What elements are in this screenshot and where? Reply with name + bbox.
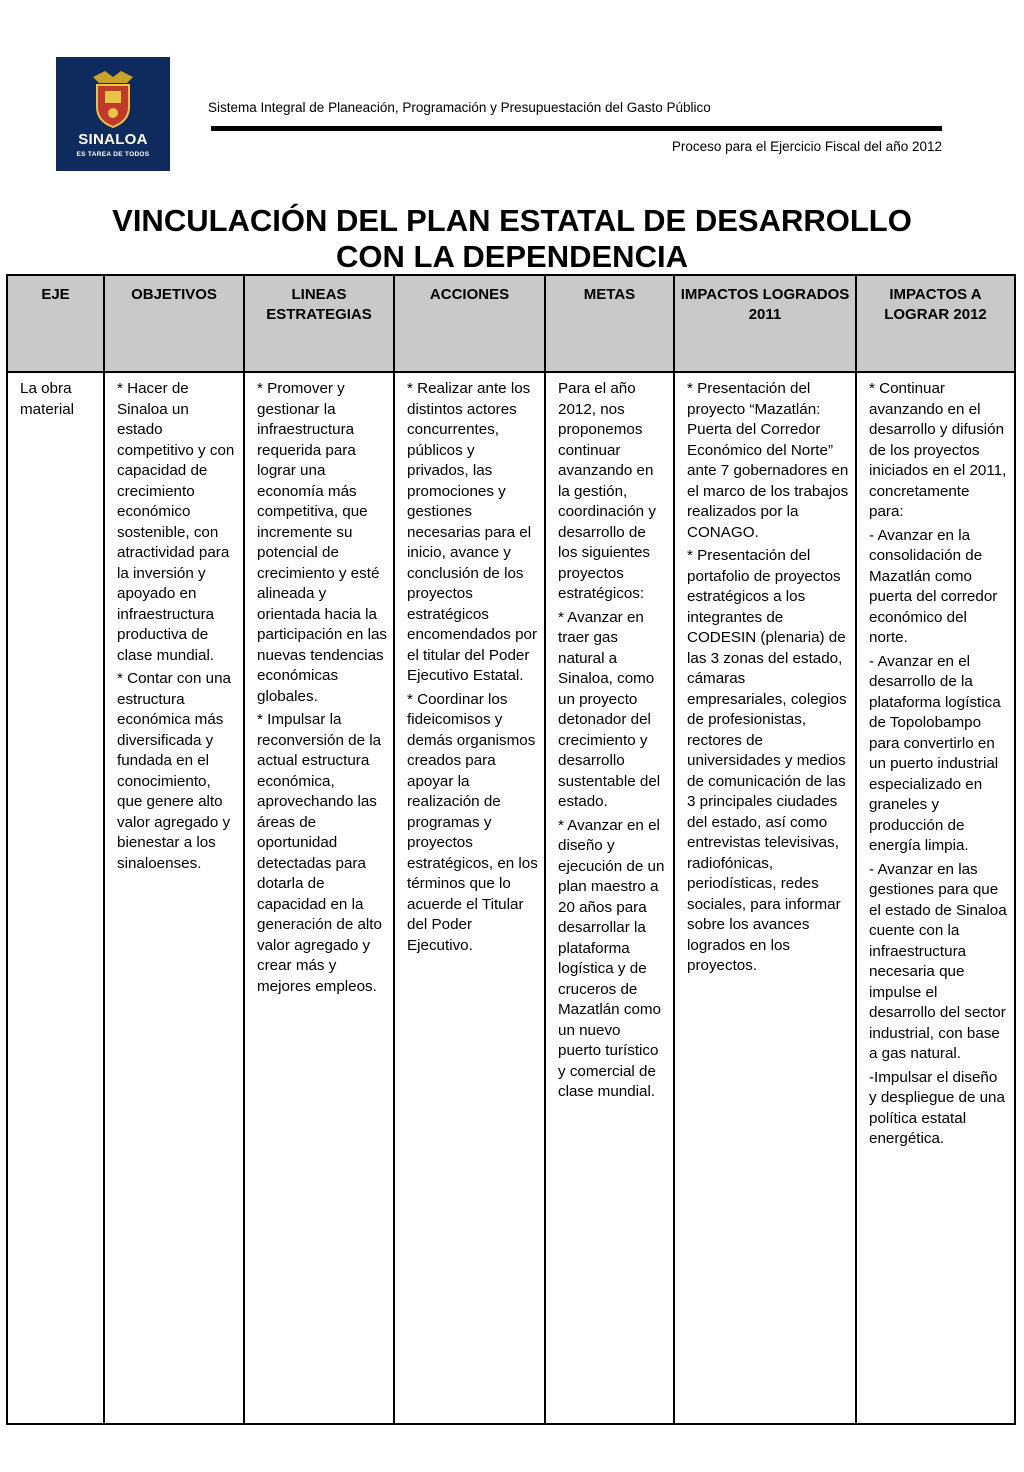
cell-lineas xyxy=(244,372,394,1424)
cell-impactos-2011 xyxy=(674,372,856,1424)
linea-item: * Promover y gestionar la infraestructura requerida para lograr una economía más competitiva, que incremente su potencial de crecimiento y esté alineada y orientada hacia la participación en las nuevas tendencias económicas globales. xyxy=(257,380,388,705)
plan-linkage-table xyxy=(6,274,1016,1425)
logo-tagline: ES TAREA DE TODOS xyxy=(76,151,150,158)
fiscal-process-label: Proceso para el Ejercicio Fiscal del año 2012 xyxy=(671,139,942,154)
objetivo-item: * Hacer de Sinaloa un estado competitivo y con capacidad de crecimiento económico sostenible, con atractividad para la inversión y apoyado en infraestructura productiva de clase mundial. xyxy=(117,380,235,664)
col-header-impactos-2011: IMPACTOS LOGRADOS 2011 xyxy=(674,275,856,372)
impacto-2011-item: * Presentación del proyecto “Mazatlán: Puerta del Corredor Económico del Norte” ante 7 gobernadores en el marco de los trabajos realizados por la CONAGO. xyxy=(687,380,849,541)
header-divider xyxy=(211,126,942,131)
col-header-objetivos: OBJETIVOS xyxy=(104,275,244,372)
impacto-2012-item: -Impulsar el diseño y despliegue de una política estatal energética. xyxy=(869,1068,1005,1147)
document-title-line-2: CON LA DEPENDENCIA xyxy=(336,239,688,274)
col-header-acciones: ACCIONES xyxy=(394,275,545,372)
coat-of-arms-icon xyxy=(87,69,139,129)
impacto-2012-item: - Avanzar en el desarrollo de la plataforma logística de Topolobampo para convertirlo en un puerto industrial especializado en graneles y producción de energía limpia. xyxy=(869,652,1001,854)
cell-eje: La obra material xyxy=(7,372,104,1424)
accion-item: * Coordinar los fideicomisos y demás organismos creados para apoyar la realización de programas y proyectos estratégicos, en los términos que lo acuerde el Titular del Poder Ejecutivo. xyxy=(407,690,538,954)
cell-acciones xyxy=(394,372,545,1424)
col-header-metas: METAS xyxy=(545,275,674,372)
table-header-row xyxy=(7,275,1015,372)
cell-objetivos xyxy=(104,372,244,1424)
table-row xyxy=(7,372,1015,1424)
objetivo-item: * Contar con una estructura económica más diversificada y fundada en el conocimiento, que genere alto valor agregado y bienestar a los sinaloenses. xyxy=(117,670,231,872)
accion-item: * Realizar ante los distintos actores concurrentes, públicos y privados, las promociones y gestiones necesarias para el inicio, avance y conclusión de los proyectos estratégicos encomendados por el titular del Poder Ejecutivo Estatal. xyxy=(407,380,538,684)
col-header-eje: EJE xyxy=(7,275,104,372)
meta-item: * Avanzar en el diseño y ejecución de un plan maestro a 20 años para desarrollar la plataforma logística y de cruceros de Mazatlán como un nuevo puerto turístico y comercial de clase mundial. xyxy=(558,816,665,1100)
meta-item: Para el año 2012, nos proponemos continuar avanzando en la gestión, coordinación y desarrollo de los siguientes proyectos estratégicos: xyxy=(558,380,656,602)
col-header-impactos-2012: IMPACTOS A LOGRAR 2012 xyxy=(856,275,1015,372)
impacto-2012-item: - Avanzar en las gestiones para que el estado de Sinaloa cuente con la infraestructura necesaria que impulse el desarrollo del sector industrial, con base a gas natural. xyxy=(869,860,1007,1062)
linea-item: * Impulsar la reconversión de la actual estructura económica, aprovechando las áreas de oportunidad detectadas para dotarla de capacidad en la generación de alto valor agregado y crear más y mejores empleos. xyxy=(257,711,382,995)
impacto-2012-item: * Continuar avanzando en el desarrollo y difusión de los proyectos iniciados en el 2011, concretamente para: xyxy=(869,380,1007,520)
col-header-lineas: LINEAS ESTRATEGIAS xyxy=(244,275,394,372)
cell-metas xyxy=(545,372,674,1424)
sinaloa-logo xyxy=(56,57,170,171)
impacto-2011-item: * Presentación del portafolio de proyectos estratégicos a los integrantes de CODESIN (plenaria) de las 3 zonas del estado, cámaras empresariales, colegios de profesionistas, rectores de universidades y medios de comunicación de las 3 principales ciudades del estado, así como entrevistas televisivas, radiofónicas, periodísticas, redes sociales, para informar sobre los avances logrados en los proyectos. xyxy=(687,547,847,974)
system-title: Sistema Integral de Planeación, Programación y Presupuestación del Gasto Público xyxy=(208,100,711,115)
document-title-line-1: VINCULACIÓN DEL PLAN ESTATAL DE DESARROLLO xyxy=(112,203,912,238)
logo-name: SINALOA xyxy=(78,131,148,148)
cell-impactos-2012 xyxy=(856,372,1015,1424)
meta-item: * Avanzar en traer gas natural a Sinaloa, como un proyecto detonador del crecimiento y desarrollo sustentable del estado. xyxy=(558,608,661,810)
document-title xyxy=(0,203,1024,275)
impacto-2012-item: - Avanzar en la consolidación de Mazatlán como puerta del corredor económico del norte. xyxy=(869,526,998,646)
